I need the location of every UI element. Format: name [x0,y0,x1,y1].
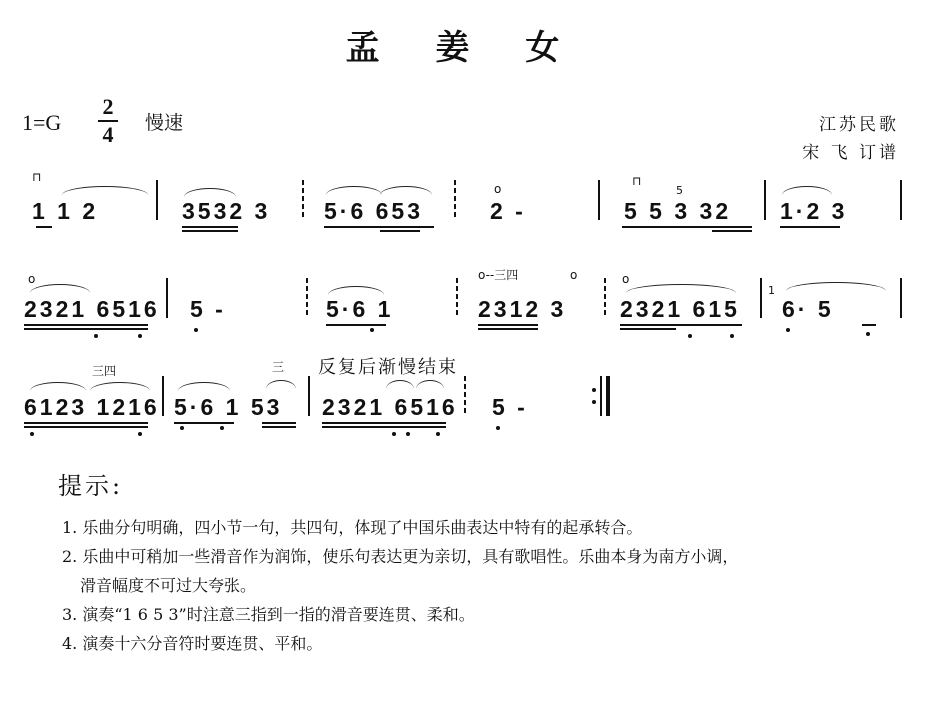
underline [24,328,148,330]
underline [174,422,234,424]
low-octave-dot [30,432,34,436]
grace-note: 5 [676,184,683,197]
bowing-mark: ⊓ [632,174,642,188]
slur [416,380,444,389]
underline [324,226,434,228]
slur [90,382,150,391]
underline [622,226,752,228]
meter-top: 2 [102,94,114,119]
fingering-mark: o--三四 [478,268,519,282]
underline [478,328,538,330]
underline [322,422,446,424]
underline [780,226,840,228]
slur [386,380,414,389]
low-octave-dot [406,432,410,436]
low-octave-dot [194,328,198,332]
measure: 3532 3 [182,198,271,224]
underline [322,426,446,428]
low-octave-dot [94,334,98,338]
barline [306,278,308,318]
low-octave-dot [496,426,500,430]
low-octave-dot [866,332,870,336]
harmonic-mark: o [494,182,502,196]
barline [760,278,762,318]
tip-item-continued: 滑音幅度不可过大夸张。 [80,576,257,595]
measure: 1 1 2 [32,198,99,224]
low-octave-dot [730,334,734,338]
barline [764,180,766,220]
time-signature [98,96,118,146]
slur [266,380,296,389]
slur [782,186,832,195]
measure: 2312 3 [478,296,567,322]
harmonic-mark: o [570,268,578,282]
barline [604,278,606,318]
fingering-mark: 三 [272,360,285,374]
measure: 5·6 1 53 [174,394,283,420]
underline [862,324,876,326]
low-octave-dot [138,432,142,436]
barline [464,376,466,416]
repeat-instruction: 反复后渐慢结束 [318,357,458,378]
final-barline [606,376,610,416]
low-octave-dot [392,432,396,436]
measure: 2 - [490,198,526,224]
origin-credit: 江苏民歌 [819,115,899,135]
slur [626,284,736,293]
measure: 2321 6516 [322,394,458,420]
slur [326,186,382,195]
staff-row-2 [22,268,912,342]
tip-item: 3. 演奏“1 6 5 3”时注意三指到一指的滑音要连贯、柔和。 [62,605,475,624]
underline [36,226,52,228]
measure: 2321 615 [620,296,740,322]
underline [182,226,238,228]
barline [900,180,902,220]
slur [184,188,236,197]
tip-item: 4. 演奏十六分音符时要连贯、平和。 [62,634,323,653]
arranger-credit: 宋 飞 订谱 [802,143,899,163]
slur [30,284,90,293]
low-octave-dot [220,426,224,430]
repeat-dots [592,386,596,408]
underline [620,328,676,330]
key-signature: 1=G [22,110,62,135]
underline [262,422,296,424]
measure: 6123 1216 [24,394,160,420]
fingering-mark: 三四 [92,364,117,378]
barline [900,278,902,318]
tip-item: 1. 乐曲分句明确，四小节一句，共四句，体现了中国乐曲表达中特有的起承转合。 [62,518,643,537]
harmonic-mark: o [28,272,36,286]
meter-bottom: 4 [102,122,114,147]
bowing-mark: ⊓ [32,170,42,184]
underline [182,230,238,232]
measure: 1·2 3 [780,198,848,224]
slur [178,382,230,391]
tip-item: 2. 乐曲中可稍加一些滑音作为润饰，使乐句表达更为亲切，具有歌唱性。乐曲本身为南方小调， [62,547,739,566]
slur [62,186,148,195]
measure: 5 - [190,296,226,322]
grace-note: 1 [768,284,775,297]
barline [456,278,458,318]
measure: 5 5 3 32 [624,198,732,224]
fingering-label: 三四 [494,268,519,282]
tips-list [62,513,922,658]
underline [262,426,296,428]
underline [24,324,148,326]
low-octave-dot [138,334,142,338]
underline [712,230,752,232]
harmonic-mark: o [622,272,630,286]
barline [600,376,602,416]
slur [328,286,384,295]
measure: 5·6 653 [324,198,424,224]
underline [326,324,386,326]
barline [162,376,164,416]
slur [786,282,886,291]
underline [24,426,148,428]
low-octave-dot [180,426,184,430]
slur [30,382,86,391]
low-octave-dot [370,328,374,332]
barline [166,278,168,318]
barline [156,180,158,220]
staff-row-1 [22,170,912,244]
barline [302,180,304,220]
measure: 5 - [492,394,528,420]
barline [308,376,310,416]
measure: 6· 5 [782,296,834,322]
low-octave-dot [436,432,440,436]
barline [598,180,600,220]
page-title: 孟 姜 女 [345,28,582,68]
barline [454,180,456,220]
underline [380,230,420,232]
underline [620,324,742,326]
tips-heading: 提示: [58,472,124,500]
underline [24,422,148,424]
slur [380,186,432,195]
measure: 2321 6516 [24,296,160,322]
low-octave-dot [786,328,790,332]
measure: 5·6 1 [326,296,394,322]
low-octave-dot [688,334,692,338]
tempo-marking: 慢速 [145,112,184,134]
underline [478,324,538,326]
